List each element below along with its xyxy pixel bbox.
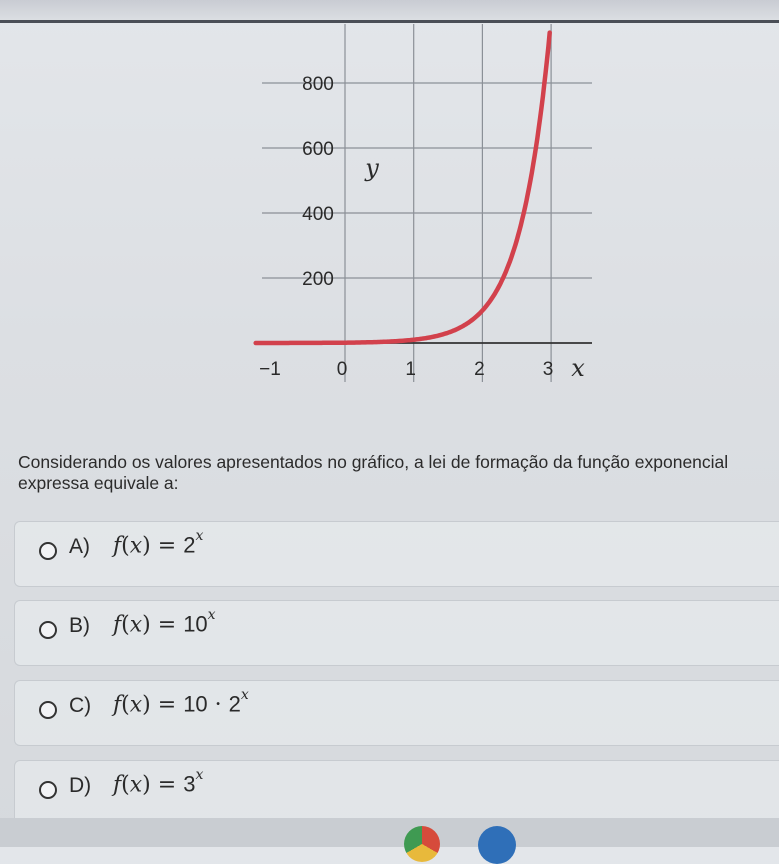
- graph-tick-labels: [259, 74, 553, 380]
- option-b[interactable]: [14, 600, 779, 666]
- y-tick-label: 200: [302, 269, 334, 290]
- question-text: Considerando os valores apresentados no gráfico, a lei de formação da função exponencial expressa equivale a:: [18, 452, 729, 493]
- x-tick-label: −1: [259, 359, 281, 380]
- x-axis-label: x: [571, 354, 585, 382]
- radio-button-c[interactable]: [39, 701, 57, 719]
- radio-button-d[interactable]: [39, 781, 57, 799]
- x-tick-label: 3: [542, 359, 554, 380]
- radio-button-a[interactable]: [39, 542, 57, 560]
- y-tick-label: 800: [302, 74, 334, 95]
- option-formula: f(x) = 10 · 2$^x$: [113, 687, 249, 718]
- graph-axis-labels: [364, 154, 585, 382]
- y-tick-label: 600: [302, 139, 334, 160]
- option-c[interactable]: [14, 680, 779, 746]
- exponential-curve: [256, 33, 550, 343]
- option-formula: f(x) = 10$^x$: [113, 607, 216, 638]
- browser-app-icon[interactable]: [404, 826, 440, 862]
- app-icon[interactable]: [478, 826, 516, 864]
- graph-curve: [256, 33, 550, 343]
- y-tick-label: 400: [302, 204, 334, 225]
- option-d[interactable]: [14, 760, 779, 826]
- option-formula: f(x) = 3$^x$: [113, 767, 204, 798]
- y-axis-label: y: [365, 154, 379, 182]
- option-letter: A): [69, 535, 90, 558]
- option-letter: D): [69, 774, 92, 797]
- option-letter: B): [69, 614, 90, 637]
- x-tick-label: 2: [474, 359, 485, 380]
- x-tick-label: 1: [405, 359, 416, 380]
- option-letter: C): [69, 694, 92, 717]
- x-tick-label: 0: [336, 359, 348, 380]
- radio-button-b[interactable]: [39, 621, 57, 639]
- option-formula: f(x) = 2$^x$: [113, 528, 204, 559]
- option-a[interactable]: [14, 521, 779, 587]
- bottom-taskbar: [0, 818, 779, 847]
